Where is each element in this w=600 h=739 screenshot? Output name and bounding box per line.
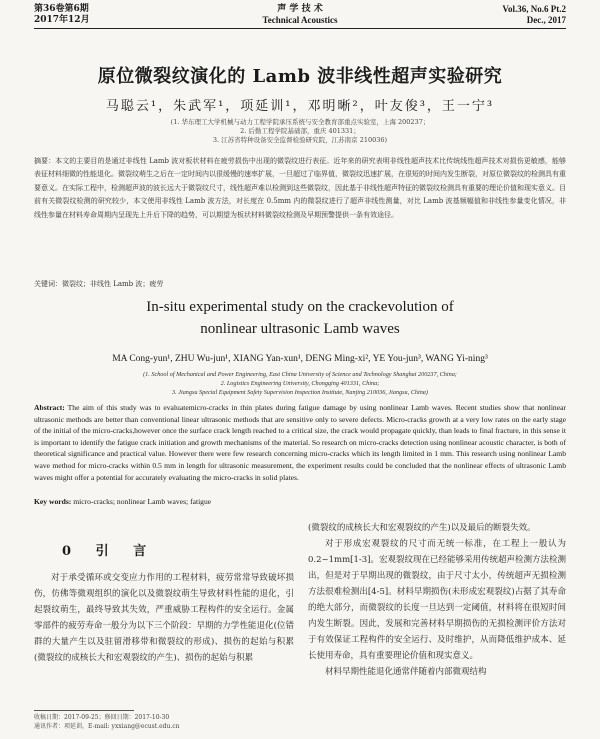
header-rule xyxy=(34,28,566,29)
abstract-cn: 摘要：本文的主要目的是通过非线性 Lamb 波对板状材料在疲劳损伤中出现的微裂纹进行表征。近年来的研究表明非线性超声技术比传统线性超声技术对损伤更敏感，能够表征材料细微的性能退化。微裂纹萌生之后在一定时间内以很缓慢的速率扩展，一旦超过了临界值，微裂纹迅速扩展，在很短的时间内发生断裂，对原位微裂纹的检测具有重要意义。在实际工程中，检测超声波的波长远大于微裂纹尺寸，线性超声难以检测到这些微裂纹，因此基于非线性超声特征的微裂纹检测具有重要的理论价值和现实意义。目前有关微裂纹检测的研究较少，本文使用非线性 Lamb 波方法，对长度在 0.5mm 内的微裂纹进行了超声非线性测量，对比 Lamb 波基频幅值和非线性参量变化情况，非线性参量在材料寿命周期内呈现先上升后下降的趋势，可以期望为板状材料微裂纹检测及早期预警提供一条有效途径。 xyxy=(34,157,566,219)
footnote: 收稿日期：2017-09-25；修回日期：2017-10-30 通讯作者：项延训，E-mail: yxxiang@ecust.edu.cn xyxy=(34,714,180,730)
abstract-en-label: Abstract: xyxy=(34,403,65,412)
right-column: (微裂纹的成核长大和宏观裂纹的产生)以及最后的断裂失效。 对于形成宏观裂纹的尺寸而无统一标准，在工程上一般认为 0.2~1mm[1-3]。宏观裂纹现在已经能够采用传统超声检测方法检测出，但是对于早期出现的微裂纹，由于尺寸太小，传统超声无损检测方法很难检测出[4-5]。材料早期损伤(未形成宏观裂纹)占据了其寿命的绝大部分，而微裂纹的长度一旦达到一定阈值，材料将在很短时间内发生断裂。因此，发展和完善材料早期损伤的无损检测评价方法对于有效保证工程构件的安全运行、及时维护，从而降低维护成本、延长使用寿命，具有重要理论价值和现实意义。 材料早期性能退化通常伴随着内部微观结构 xyxy=(308,523,566,677)
footnote-rule xyxy=(34,710,134,711)
left-column-paragraph: 对于承受循环或交变应力作用的工程材料，疲劳常常导致破坏损伤，仿佛等微观组织的演化以及微裂纹萌生导致材料性能的退化，引起裂纹萌生，最终导致其失效，严重威胁工程构件的安全运行。金属零部件的疲劳寿命一般分为以下三个阶段：早期的力学性能退化(位错群的大量产生以及驻留滑移带和微裂纹的形成)、损伤的起始与积累(微裂纹的成核长大和宏观裂纹的产生)、损伤的起始与积累 xyxy=(34,573,294,663)
keywords-cn: 关键词：微裂纹；非线性 Lamb 波；疲劳 xyxy=(34,280,164,288)
affiliations-cn: (1. 华东理工大学机械与动力工程学院承压系统与安全教育部重点实验室，上海 200237； 2. 后勤工程学院基础部，重庆 401331； 3. 江苏省特种设备安全监督检验研究院，江苏南京 210036) xyxy=(170,118,430,144)
title-en: In-situ experimental study on the crackevolution of nonlinear ultrasonic Lamb waves xyxy=(146,299,454,337)
abstract-en-body: The aim of this study was to evaluatemicro-cracks in thin plates during fatigue damage by using nonlinear Lamb waves. Recent studies show that nonlinear ultrasonic methods are better than conventional linear ultrasonic methods that are sensitive only to severe defects. Micro-cracks growth at a very low rates on the early stage of the initial of the micro-cracks,however once the surface crack length reached to a critical size, the crack would propagate quickly, than leads to final fracture, in this sense it is important to identify the fatigue crack initiation and growth mechanisms of the material. So research on micro-cracks detection using nonlinear acoustic character, is both of theoretical significance and practical value. However there were few research concerning micro-cracks which its length limited in 1 mm. This research using nonlinear Lamb wave method for micro-cracks within 0.5 mm in length for ultrasonic measurement, the experiment results could be concluded that the nonlinear effects of ultrasonic Lamb waves might offer a potential for accurately evaluating the micro-cracks in solid plates. xyxy=(34,403,566,482)
section-heading-intro: 0 引 言 xyxy=(62,544,157,559)
authors-en: MA Cong-yun¹, ZHU Wu-jun¹, XIANG Yan-xun¹, DENG Ming-xi², YE You-jun³, WANG Yi-ning³ xyxy=(112,354,488,364)
authors-cn: 马聪云¹，朱武军¹，项延训¹，邓明晰²，叶友俊³，王一宁³ xyxy=(105,99,495,114)
volume-issue: 第36卷第6期 2017年12月 xyxy=(34,4,90,25)
journal-name: 声 学 技 术 Technical Acoustics xyxy=(262,4,338,25)
volume-issue-en: Vol.36, No.6 Pt.2 Dec., 2017 xyxy=(502,4,566,25)
affiliations-en: (1. School of Mechanical and Power Engineering, East China University of Science and Technology Shanghai 200237, China; 2. Logistics Engineering University, Chongqing 401331, China; 3. Jiangsu Special Equipment Safety Supervision Inspection Institute, Nanjing 210036, Jiangsu, China) xyxy=(143,371,457,396)
abstract-en xyxy=(34,402,566,483)
title-cn: 原位微裂纹演化的 Lamb 波非线性超声实验研究 xyxy=(97,66,503,87)
keywords-en: Key words: micro-cracks; nonlinear Lamb waves; fatigue xyxy=(34,497,212,506)
